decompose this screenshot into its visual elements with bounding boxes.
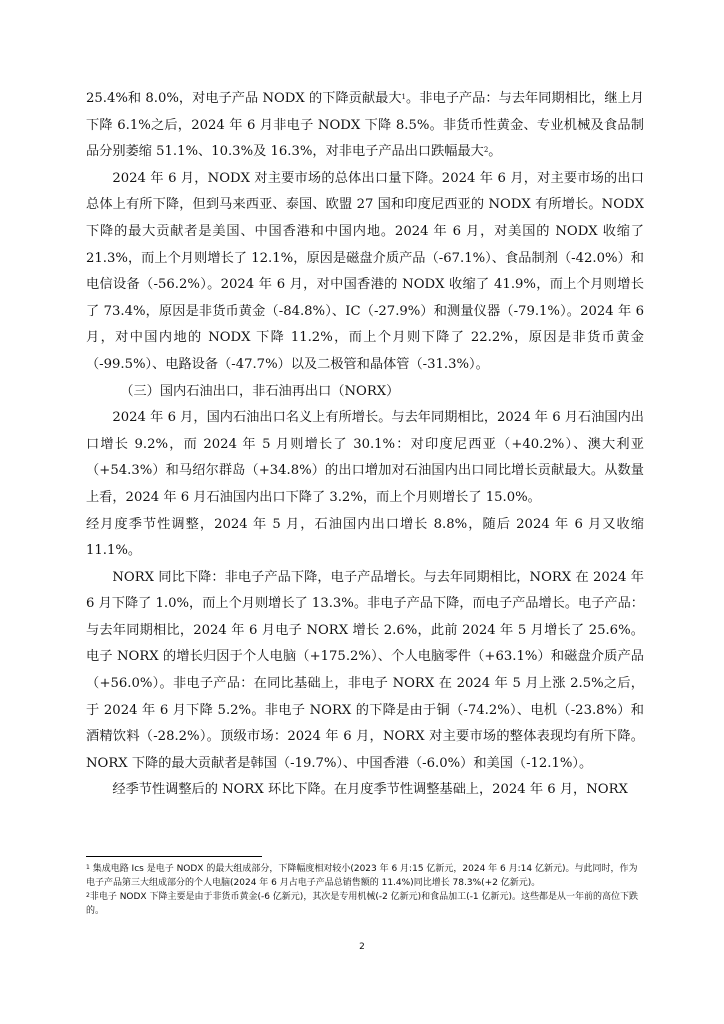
footnotes xyxy=(86,862,644,918)
paragraph-norx-yoy: NORX 同比下降：非电子产品下降，电子产品增长。与去年同期相比，NORX 在 2024 年 6 月下降了 1.0%，而上个月则增长了 13.3%。非电子产品下降，而电子产品增长。电子产品：与去年同期相比，2024 年 6 月电子 NORX 增长 2.6%，此前 2024 年 5 月增长了 25.6%。电子 NORX 的增长归因于个人电脑（+175.2%）、个人电脑零件（+63.1%）和磁盘介质产品（+56.0%）。非电子产品：在同比基础上，非电子 NORX 在 2024 年 5 月上涨 2.5%之后，于 2024 年 6 月下降 5.2%。非电子 NORX 的下降是由于铜（-74.2%）、电机（-23.8%）和酒精饮料（-28.2%）。顶级市场：2024 年 6 月，NORX 对主要市场的整体表现均有所下降。NORX 下降的最大贡献者是韩国（-19.7%）、中国香港（-6.0%）和美国（-12.1%）。 xyxy=(86,569,644,771)
paragraph-nodx-markets: 2024 年 6 月，NODX 对主要市场的总体出口量下降。2024 年 6 月，对主要市场的出口总体上有所下降，但到马来西亚、泰国、欧盟 27 国和印度尼西亚的 NODX 有所增长。NODX 下降的最大贡献者是美国、中国香港和中国内地。2024 年 6 月，对美国的 NODX 收缩了 21.3%，而上个月则增长了 12.1%，原因是磁盘介质产品（-67.1%）、食品制剂（-42.0%）和电信设备（-56.2%）。2024 年 6 月，对中国香港的 NODX 收缩了 41.9%，而上个月则增长了 73.4%，原因是非货币黄金（-84.8%）、IC（-27.9%）和测量仪器（-79.1%）。2024 年 6 月，对中国内地的 NODX 下降 11.2%，而上个月则下降了 22.2%，原因是非货币黄金（-99.5%）、电路设备（-47.7%）以及二极管和晶体管（-31.3%）。 xyxy=(86,170,644,372)
footnote-marker: 2 xyxy=(86,892,90,899)
paragraph-electronics-nodx xyxy=(86,86,644,166)
footnote-1 xyxy=(86,862,644,890)
paragraph-norx-mom: 经季节性调整后的 NORX 环比下降。在月度季节性调整基础上，2024 年 6 月，NORX xyxy=(112,782,628,798)
footnote-reference: 2 xyxy=(483,146,489,155)
footnote-divider xyxy=(86,856,262,857)
footnote-2 xyxy=(86,890,644,918)
paragraph-text: 25.4%和 8.0%，对电子产品 NODX 的下降贡献最大 xyxy=(86,91,402,106)
page-number: 2 xyxy=(359,942,365,952)
footnote-marker: 1 xyxy=(86,864,90,871)
paragraph-oil-seasonal: 经月度季节性调整，2024 年 5 月，石油国内出口增长 8.8%，随后 2024 年 6 月又收缩 11.1%。 xyxy=(86,516,644,559)
paragraph-oil-exports: 2024 年 6 月，国内石油出口名义上有所增长。与去年同期相比，2024 年 6 月石油国内出口增长 9.2%，而 2024 年 5 月则增长了 30.1%：对印度尼西亚（+40.2%）、澳大利亚（+54.3%）和马绍尔群岛（+34.8%）的出口增加对石油国内出口同比增长贡献最大。从数量上看，2024 年 6 月石油国内出口下降了 3.2%，而上个月则增长了 15.0%。 xyxy=(86,410,644,505)
paragraph-text: 。非电子产品：与去年同期相比，继上月下降 6.1%之后，2024 年 6 月非电子 NODX 下降 8.5%。非货币性黄金、专业机械及食品制品分别萎缩 51.1%、10.3%及 16.3%，对非电子产品出口跌幅最大 xyxy=(86,91,644,160)
footnote-reference: 1 xyxy=(401,93,407,101)
body-text xyxy=(86,86,644,804)
section-heading: （三）国内石油出口，非石油再出口（NORX） xyxy=(120,383,400,399)
footnote-text: 非电子 NODX 下降主要是由于非货币黄金(-6 亿新元)，其次是专用机械(-2 亿新元)和食品加工(-1 亿新元)。这些都是从一年前的高位下跌的。 xyxy=(86,892,639,916)
footnote-text: 集成电路 Ics 是电子 NODX 的最大组成部分，下降幅度相对较小(2023 年 6 月:15 亿新元，2024 年 6 月:14 亿新元)。与此同时，作为电子产品第三大组成部分的个人电脑(2024 年 6 月占电子产品总销售额的 11.4%)同比增长 78.3%(+2 亿新元)。 xyxy=(86,864,638,888)
paragraph-text: 。 xyxy=(488,144,502,160)
